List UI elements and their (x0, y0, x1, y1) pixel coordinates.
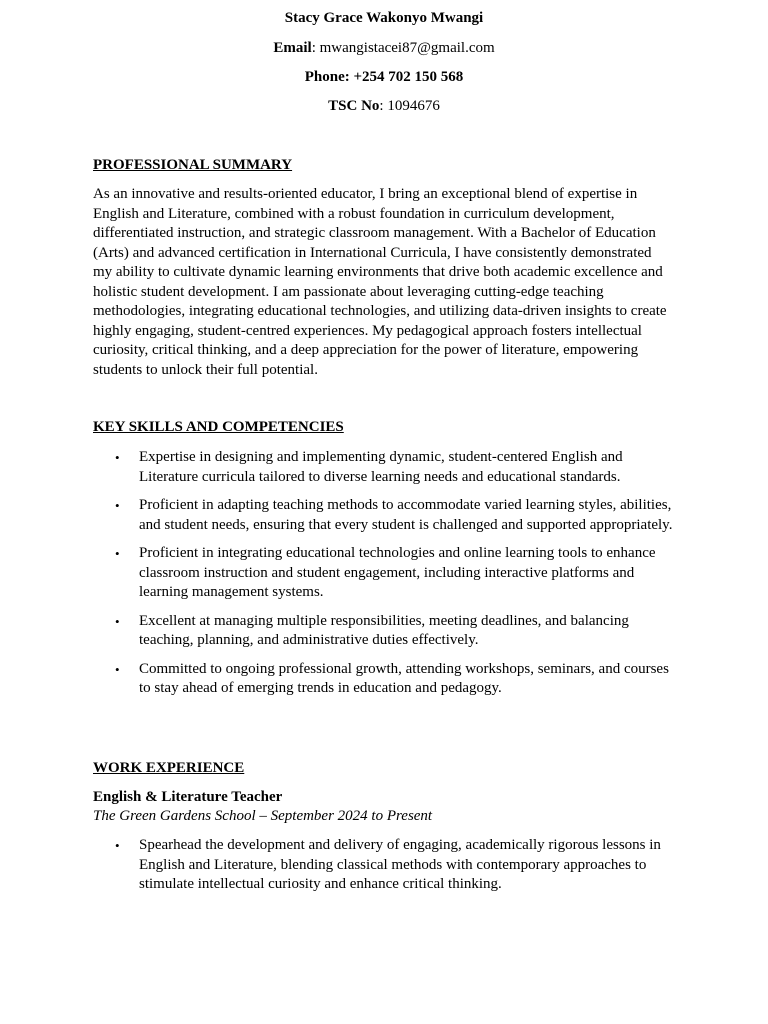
skills-list (93, 448, 678, 708)
professional-summary-heading: PROFESSIONAL SUMMARY (93, 157, 293, 173)
skill-text: Proficient in integrating educational technologies and online learning tools to enhance classroom instruction and student engagement, including interactive platforms and learning management systems. (139, 545, 656, 600)
list-item (93, 496, 678, 535)
work-experience-heading: WORK EXPERIENCE (93, 760, 245, 776)
skill-text: Proficient in adapting teaching methods to accommodate varied learning styles, abilities, and student needs, ensuring that every student is challenged and supported appropriately. (139, 497, 673, 533)
tsc-value: : 1094676 (379, 98, 440, 114)
professional-summary-text: As an innovative and results-oriented educator, I bring an exceptional blend of expertise in English and Literature, combined with a robust foundation in curriculum development, differentiated instruction, and strategic classroom management. With a Bachelor of Education (Arts) and advanced certification in International Curricula, I have consistently demonstrated my ability to cultivate dynamic learning environments that drive both academic excellence and holistic student development. I am passionate about leveraging cutting-edge teaching methodologies, integrating educational technologies, and utilizing data-driven insights to create highly engaging, student-centred experiences. My pedagogical approach fosters intellectual curiosity, critical thinking, and a deep appreciation for the power of literature, empowering students to unlock their full potential. (93, 186, 667, 378)
key-skills-heading: KEY SKILLS AND COMPETENCIES (93, 419, 344, 435)
phone-line: Phone: +254 702 150 568 (304, 69, 464, 85)
bullet-icon: • (115, 838, 120, 853)
skill-text: Committed to ongoing professional growth, attending workshops, seminars, and courses to stay ahead of emerging trends in education and pedagogy. (139, 660, 669, 696)
job-organization-dates: The Green Gardens School – September 2024 to Present (93, 808, 433, 824)
duty-text: Spearhead the development and delivery of engaging, academically rigorous lessons in English and Literature, blending classical methods with contemporary approaches to stimulate intellectual curiosity and enhance critical thinking. (139, 837, 661, 892)
email-label: Email (273, 40, 312, 56)
bullet-icon: • (115, 661, 120, 677)
list-item (93, 544, 678, 603)
list-item (93, 836, 678, 895)
list-item (93, 612, 678, 651)
skill-text: Excellent at managing multiple responsibilities, meeting deadlines, and balancing teaching, planning, and administrative duties effectively. (139, 612, 629, 648)
list-item (93, 660, 678, 699)
email-value: : mwangistacei87@gmail.com (311, 40, 495, 56)
list-item (93, 448, 678, 487)
bullet-icon: • (115, 546, 120, 561)
skill-text: Expertise in designing and implementing dynamic, student-centered English and Literature curricula tailored to diverse learning needs and educational standards. (139, 449, 623, 485)
tsc-line (0, 97, 768, 116)
email-line (0, 39, 768, 58)
job-title: English & Literature Teacher (93, 789, 283, 805)
bullet-icon: • (115, 450, 120, 465)
bullet-icon: • (115, 498, 120, 513)
bullet-icon: • (115, 613, 120, 629)
candidate-name: Stacy Grace Wakonyo Mwangi (284, 10, 484, 26)
work-duties-list (93, 836, 678, 904)
tsc-label: TSC No (328, 98, 380, 114)
